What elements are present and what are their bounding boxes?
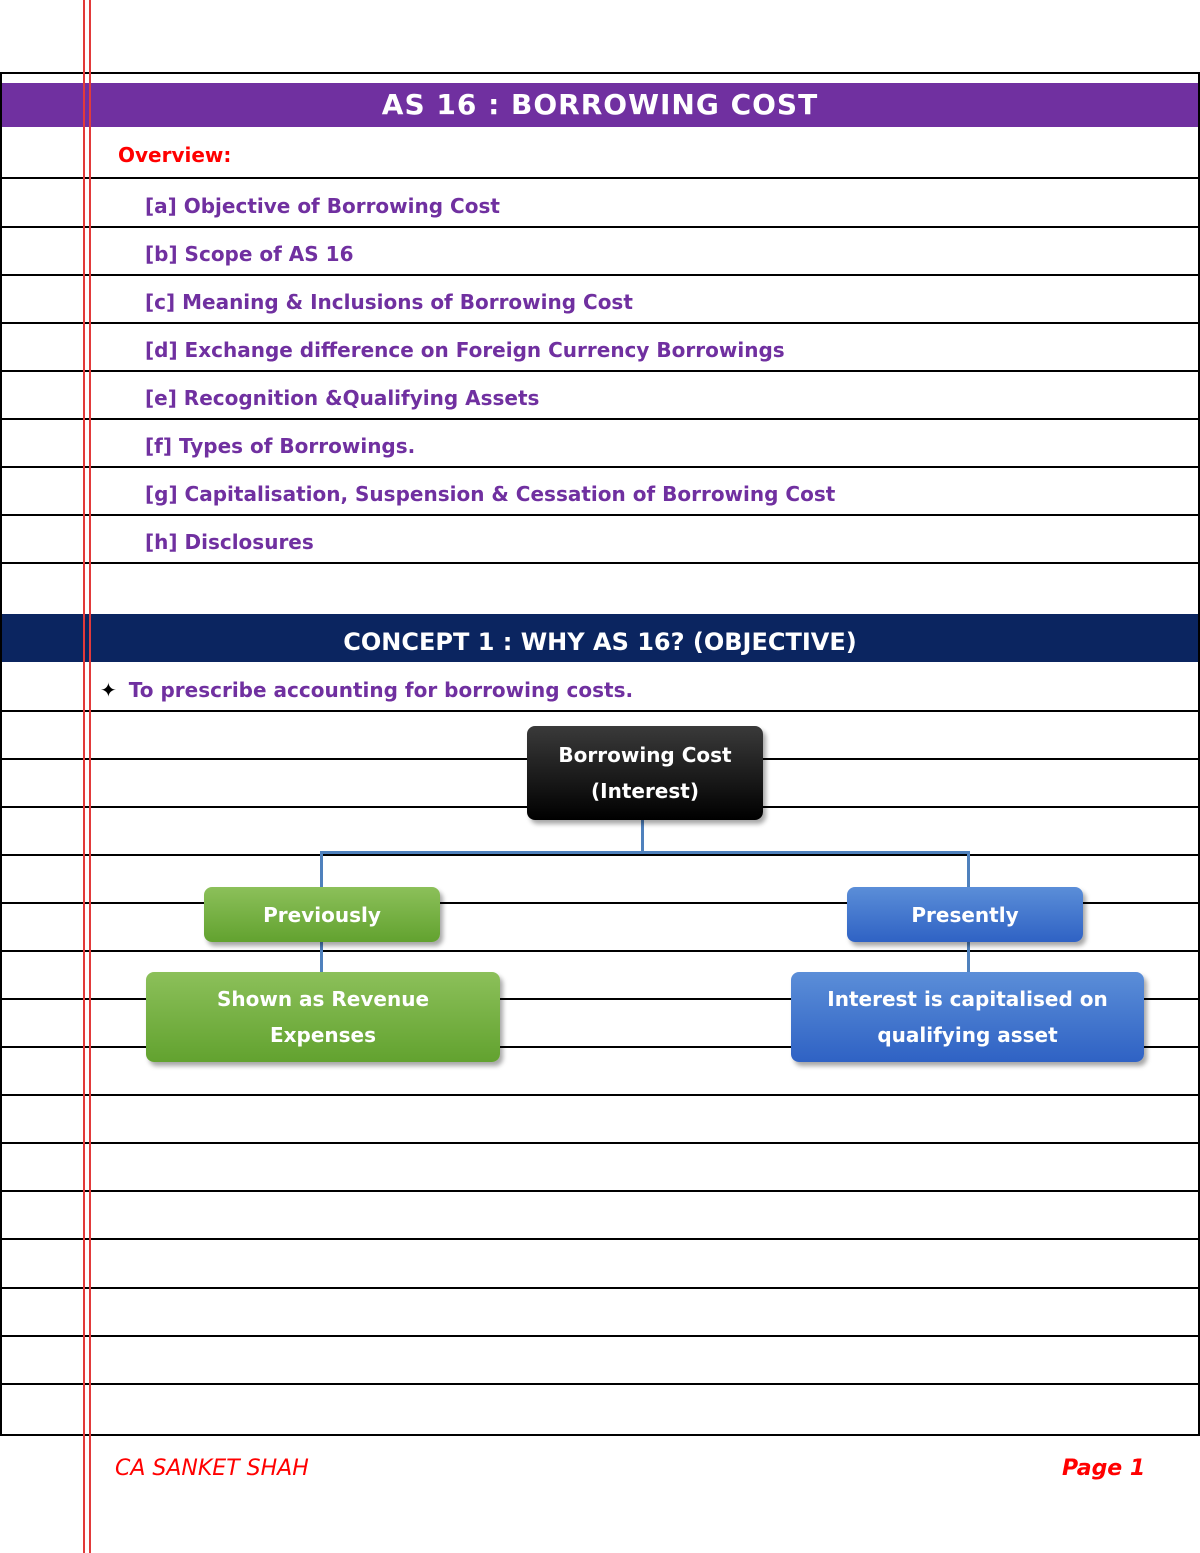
four-point-star-icon: ✦ bbox=[100, 678, 117, 702]
previously-box bbox=[204, 887, 440, 942]
overview-label: Overview: bbox=[118, 143, 232, 167]
bullet-text: To prescribe accounting for borrowing costs. bbox=[128, 678, 634, 702]
presently-box bbox=[847, 887, 1083, 942]
box-line: Expenses bbox=[269, 1023, 377, 1047]
overview-item: [a] Objective of Borrowing Cost bbox=[145, 194, 500, 218]
connector-line bbox=[320, 942, 323, 972]
connector-line bbox=[320, 851, 970, 854]
revenue-expenses-box bbox=[146, 972, 500, 1062]
connector-line bbox=[320, 851, 323, 887]
box-line: Borrowing Cost bbox=[558, 743, 732, 767]
connector-line bbox=[967, 942, 970, 972]
box-label: Previously bbox=[263, 902, 381, 927]
overview-item: [h] Disclosures bbox=[145, 530, 314, 554]
overview-item: [d] Exchange difference on Foreign Currency Borrowings bbox=[145, 338, 785, 362]
footer-page-number: Page 1 bbox=[1062, 1456, 1146, 1481]
overview-item: [e] Recognition &Qualifying Assets bbox=[145, 386, 540, 410]
margin-line bbox=[89, 0, 91, 1553]
borrowing-cost-box bbox=[527, 726, 763, 820]
box-line: Shown as Revenue bbox=[216, 987, 430, 1011]
capitalised-box bbox=[791, 972, 1144, 1062]
overview-item: [b] Scope of AS 16 bbox=[145, 242, 354, 266]
box-line: (Interest) bbox=[591, 779, 699, 803]
concept-bullet bbox=[100, 678, 633, 702]
connector-line bbox=[967, 851, 970, 887]
margin-line bbox=[83, 0, 85, 1553]
box-line: qualifying asset bbox=[877, 1023, 1058, 1047]
footer-author: CA SANKET SHAH bbox=[115, 1456, 309, 1481]
overview-item: [g] Capitalisation, Suspension & Cessation of Borrowing Cost bbox=[145, 482, 836, 506]
box-line: Interest is capitalised on bbox=[827, 987, 1108, 1011]
concept-title: CONCEPT 1 : WHY AS 16? (OBJECTIVE) bbox=[2, 614, 1198, 662]
overview-item: [c] Meaning & Inclusions of Borrowing Cost bbox=[145, 290, 633, 314]
overview-item: [f] Types of Borrowings. bbox=[145, 434, 416, 458]
connector-line bbox=[641, 820, 644, 853]
page-title: AS 16 : BORROWING COST bbox=[2, 83, 1198, 127]
box-label: Presently bbox=[911, 902, 1019, 927]
